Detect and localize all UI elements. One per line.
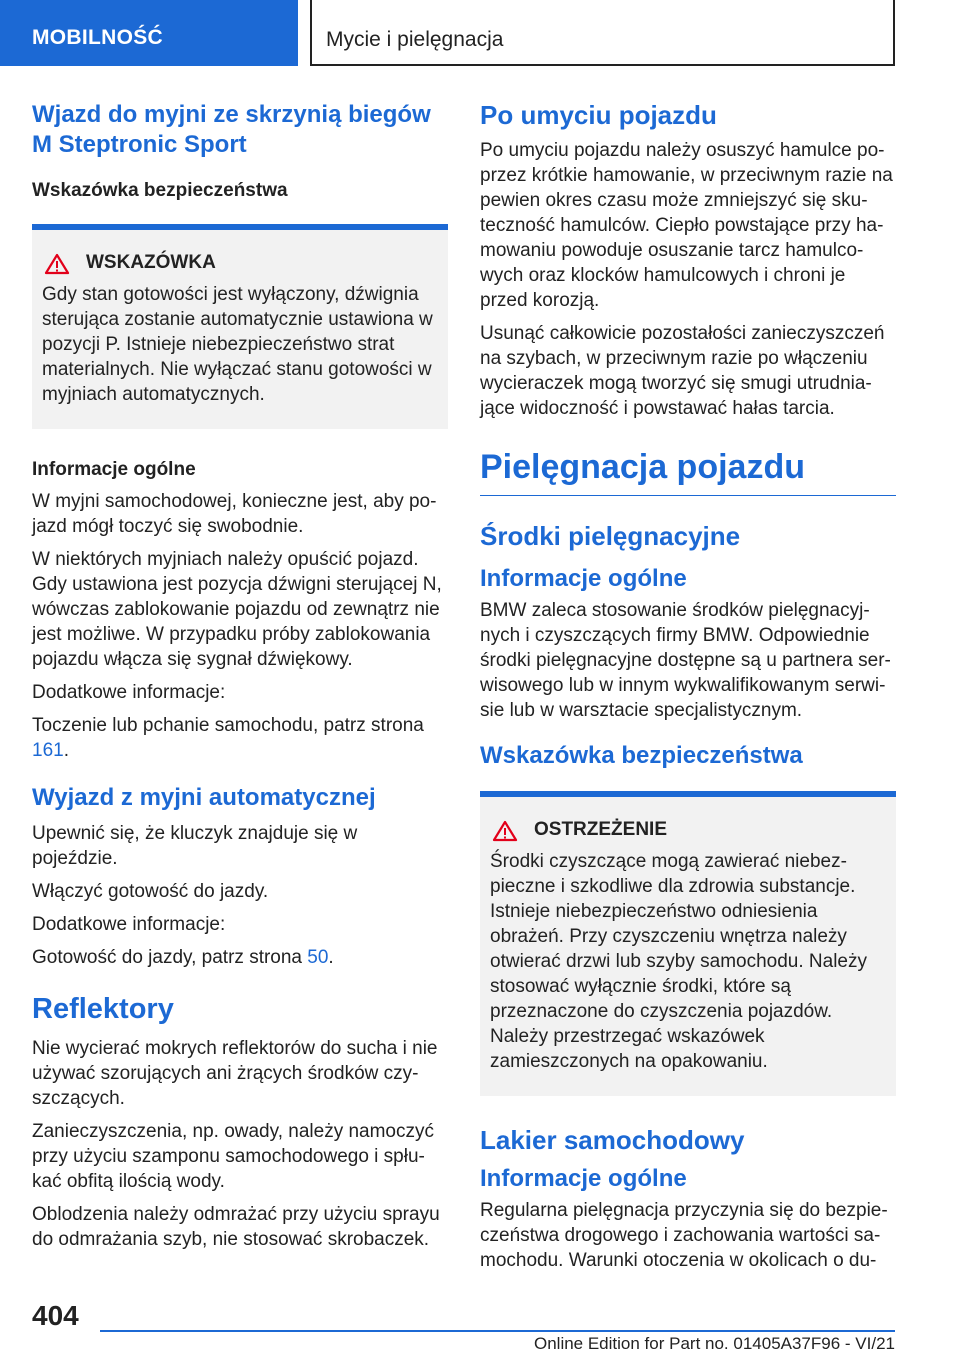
- page-link-50[interactable]: 50: [307, 947, 329, 968]
- page-link-161[interactable]: 161: [32, 740, 64, 761]
- paragraph: Oblodzenia należy odmrażać przy użyciu sprayu do odmrażania szyb, nie stosować skrobaczek.: [32, 1204, 440, 1250]
- warning-title-text: OSTRZEŻENIE: [534, 819, 668, 840]
- warning-title-text: WSKAZÓWKA: [86, 252, 216, 273]
- subheading-general: Informacje ogólne: [480, 565, 687, 592]
- section-tab: [0, 0, 298, 66]
- warning-triangle-icon: [44, 253, 70, 275]
- paragraph: Zanieczyszczenia, np. owady, należy namoczyć przy użyciu szamponu samochodowego i spłukać obfitą ilością wody.: [32, 1121, 434, 1192]
- warning-triangle-icon: [492, 820, 518, 842]
- subheading-safety: Wskazówka bezpieczeństwa: [32, 180, 288, 201]
- footer-edition: Online Edition for Part no. 01405A37F96 - VI/21: [533, 1334, 895, 1353]
- heading-headlights: Reflektory: [32, 993, 174, 1025]
- subheading-general: Informacje ogólne: [32, 459, 196, 480]
- paragraph-with-link: Toczenie lub pchanie samochodu, patrz strona 161.: [32, 715, 424, 761]
- paragraph: Nie wycierać mokrych reflektorów do sucha i nie używać szorujących ani żrących środków czyszczących.: [32, 1038, 438, 1109]
- heading-vehicle-care: Pielęgnacja pojazdu: [480, 447, 896, 496]
- heading-car-wash-entry: Wjazd do myjni ze skrzynią biegów M Steptronic Sport: [32, 101, 431, 158]
- heading-paint: Lakier samochodowy: [480, 1125, 745, 1155]
- warning-text: Gdy stan gotowości jest wyłączony, dźwignia sterująca zostanie automatycznie ustawiona w pozycji P. Istnieje niebezpieczeństwo strat materialnych. Nie wyłączać stanu gotowości w myjniach automatycznych.: [42, 284, 433, 405]
- paragraph: Dodatkowe informacje:: [32, 914, 226, 935]
- paragraph: Dodatkowe informacje:: [32, 682, 226, 703]
- paragraph-with-link: Gotowość do jazdy, patrz strona 50.: [32, 947, 334, 968]
- chapter-title: Mycie i pielęgnacja: [326, 28, 504, 51]
- subheading-safety: Wskazówka bezpieczeństwa: [480, 742, 803, 769]
- heading-care-products: Środki pielęgnacyjne: [480, 521, 741, 551]
- page-number: 404: [32, 1300, 79, 1331]
- section-title: MOBILNOŚĆ: [32, 26, 164, 49]
- warning-text: Środki czyszczące mogą zawierać niebezpieczne i szkodliwe dla zdrowia substancje. Istnieje niebezpieczeństwo odniesienia obrażeń. Przy czyszczeniu wnętrza należy otwierać drzwi lub szyby samochodu. Należy stosować wyłącznie środki, które są przeznaczone do czyszczenia pojazdów. Należy przestrzegać wskazówek zamieszczonych na opakowaniu.: [490, 851, 867, 1072]
- footer-divider: [100, 1330, 895, 1332]
- subheading-general: Informacje ogólne: [480, 1165, 687, 1192]
- right-column: [480, 100, 896, 1281]
- paragraph: W myjni samochodowej, konieczne jest, aby pojazd mógł toczyć się swobodnie.: [32, 491, 437, 537]
- left-column: [32, 100, 448, 1260]
- chapter-header: [310, 0, 895, 66]
- heading-after-wash: Po umyciu pojazdu: [480, 100, 717, 130]
- warning-title: [76, 252, 434, 274]
- paragraph: Regularna pielęgnacja przyczynia się do bezpieczeństwa drogowego i zachowania wartości samochodu. Warunki otoczenia w okolicach o du-: [480, 1200, 888, 1271]
- paragraph: Włączyć gotowość do jazdy.: [32, 881, 269, 902]
- paragraph: Upewnić się, że kluczyk znajduje się w pojeździe.: [32, 823, 358, 869]
- heading-car-wash-exit: Wyjazd z myjni automatycznej: [32, 784, 376, 811]
- warning-box-caution: [480, 791, 896, 1096]
- paragraph: BMW zaleca stosowanie środków pielęgnacyjnych i czyszczących firmy BMW. Odpowiednie środki pielęgnacyjne dostępne są u partnera serwisowego lub w innym wykwalifikowanym serwisie lub w warsztacie specjalistycznym.: [480, 600, 891, 721]
- paragraph: Usunąć całkowicie pozostałości zanieczyszczeń na szybach, w przeciwnym razie po włączeniu wycieraczek mogą tworzyć się smugi utrudniające widoczność i powstawać hałas tarcia.: [480, 323, 885, 419]
- warning-box-notice: [32, 224, 448, 429]
- paragraph: W niektórych myjniach należy opuścić pojazd. Gdy ustawiona jest pozycja dźwigni sterującej N, wówczas zablokowanie pojazdu od zewnątrz nie jest możliwe. W przypadku próby zablokowania pojazdu włącza się sygnał dźwiękowy.: [32, 549, 442, 670]
- warning-title: [524, 819, 882, 841]
- paragraph: Po umyciu pojazdu należy osuszyć hamulce poprzez krótkie hamowanie, w przeciwnym razie na pewien okres czasu może zmniejszyć się skuteczność hamulców. Ciepło powstające przy hamowaniu powoduje osuszanie tarcz hamulcowych oraz klocków hamulcowych i chroni je przed korozją.: [480, 140, 893, 311]
